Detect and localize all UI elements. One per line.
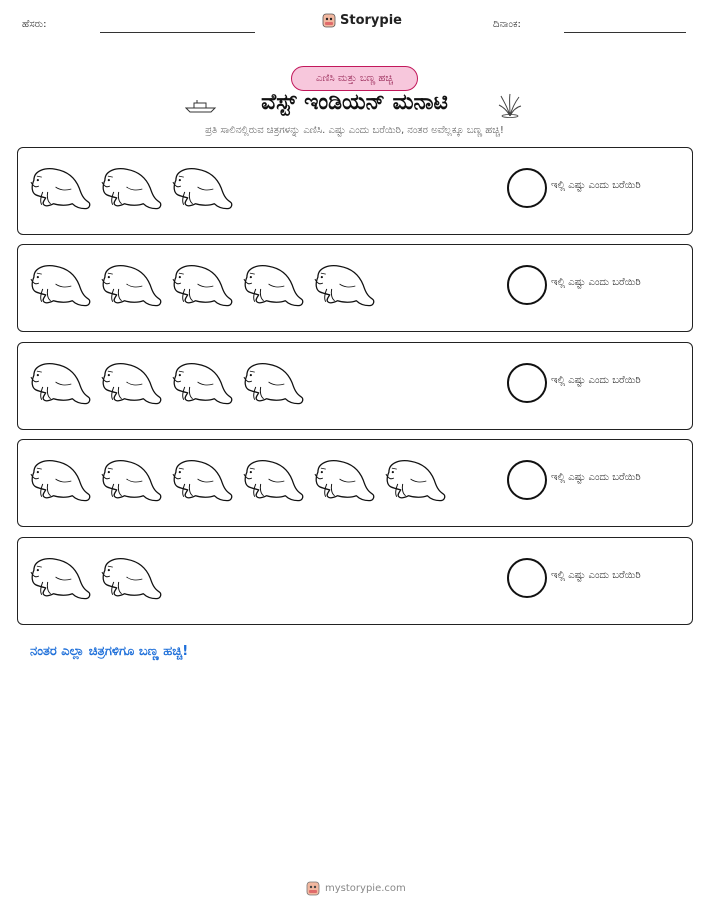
count-row-2 xyxy=(17,244,693,332)
manatee-icon xyxy=(28,454,91,504)
manatee-icon xyxy=(170,357,233,407)
page-title: ವೆಸ್ಟ್ ಇಂಡಿಯನ್ ಮನಾಟಿ xyxy=(261,90,448,115)
write-prompt: ಇಲ್ಲಿ ಎಷ್ಟು ಎಂದು ಬರೆಯಿರಿ xyxy=(551,570,641,581)
row-1-pictures xyxy=(28,162,233,212)
activity-badge: ಎಣಿಸಿ ಮತ್ತು ಬಣ್ಣ ಹಚ್ಚಿ xyxy=(291,66,418,91)
answer-circle[interactable] xyxy=(507,363,547,403)
date-label: ದಿನಾಂಕ: xyxy=(493,19,521,30)
manatee-icon xyxy=(241,357,304,407)
brand-logo xyxy=(322,12,402,28)
answer-circle[interactable] xyxy=(507,558,547,598)
manatee-icon xyxy=(241,259,304,309)
manatee-icon xyxy=(28,552,91,602)
count-row-3 xyxy=(17,342,693,430)
site-credit xyxy=(306,880,406,896)
brand-name: Storypie xyxy=(340,12,402,28)
answer-circle[interactable] xyxy=(507,460,547,500)
manatee-icon xyxy=(170,259,233,309)
row-2-pictures xyxy=(28,259,375,309)
row-5-pictures xyxy=(28,552,162,602)
storypie-mascot-icon xyxy=(322,12,336,28)
answer-circle[interactable] xyxy=(507,265,547,305)
manatee-icon xyxy=(99,552,162,602)
row-3-pictures xyxy=(28,357,304,407)
manatee-icon xyxy=(28,162,91,212)
manatee-icon xyxy=(28,357,91,407)
manatee-icon xyxy=(312,259,375,309)
write-prompt: ಇಲ್ಲಿ ಎಷ್ಟು ಎಂದು ಬರೆಯಿರಿ xyxy=(551,180,641,191)
manatee-icon xyxy=(99,259,162,309)
name-field[interactable] xyxy=(100,32,255,33)
count-row-4 xyxy=(17,439,693,527)
count-row-1 xyxy=(17,147,693,235)
manatee-icon xyxy=(312,454,375,504)
answer-circle[interactable] xyxy=(507,168,547,208)
write-prompt: ಇಲ್ಲಿ ಎಷ್ಟು ಎಂದು ಬರೆಯಿರಿ xyxy=(551,375,641,386)
boat-icon xyxy=(185,98,217,114)
manatee-icon xyxy=(99,162,162,212)
manatee-icon xyxy=(170,454,233,504)
manatee-icon xyxy=(99,357,162,407)
manatee-icon xyxy=(241,454,304,504)
manatee-icon xyxy=(99,454,162,504)
seagrass-icon xyxy=(497,92,523,118)
storypie-mascot-icon xyxy=(306,880,320,896)
footer-note: ನಂತರ ಎಲ್ಲಾ ಚಿತ್ರಗಳಿಗೂ ಬಣ್ಣ ಹಚ್ಚಿ! xyxy=(30,644,189,659)
manatee-icon xyxy=(383,454,446,504)
row-4-pictures xyxy=(28,454,446,504)
manatee-icon xyxy=(170,162,233,212)
count-row-5 xyxy=(17,537,693,625)
instructions: ಪ್ರತಿ ಸಾಲಿನಲ್ಲಿರುವ ಚಿತ್ರಗಳನ್ನು ಎಣಿಸಿ. ಎಷ್ಟು ಎಂದು ಬರೆಯಿರಿ, ನಂತರ ಅವೆಲ್ಲಕ್ಕೂ ಬಣ್ಣ ಹಚ್ಚಿ! xyxy=(205,125,504,136)
name-label: ಹೆಸರು: xyxy=(22,19,47,30)
date-field[interactable] xyxy=(564,32,686,33)
write-prompt: ಇಲ್ಲಿ ಎಷ್ಟು ಎಂದು ಬರೆಯಿರಿ xyxy=(551,472,641,483)
site-url: mystorypie.com xyxy=(325,882,406,894)
write-prompt: ಇಲ್ಲಿ ಎಷ್ಟು ಎಂದು ಬರೆಯಿರಿ xyxy=(551,277,641,288)
manatee-icon xyxy=(28,259,91,309)
